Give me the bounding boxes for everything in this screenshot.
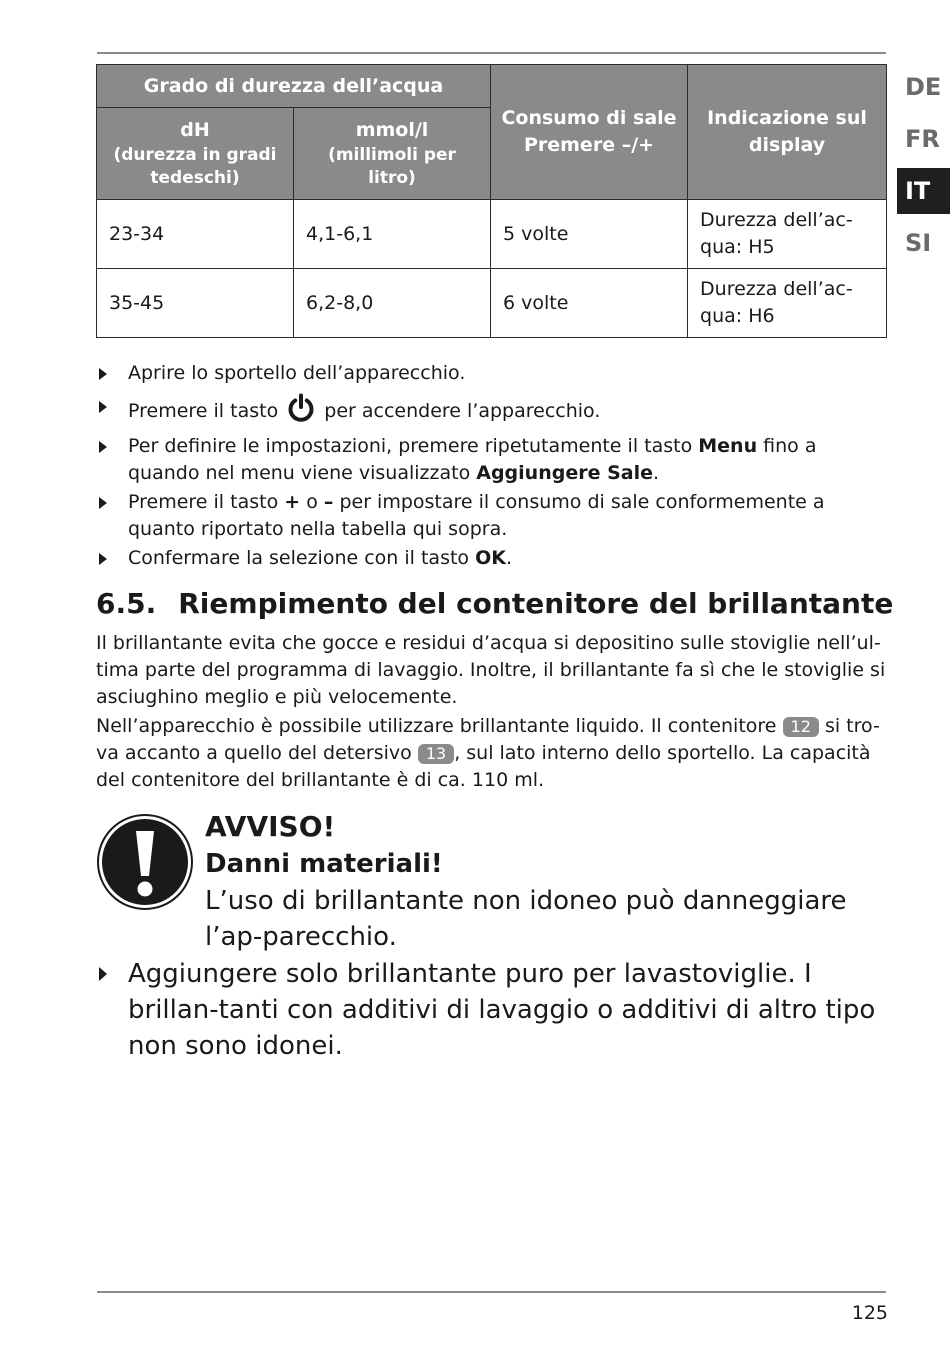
para2-text-b: si tro-va accanto a quello del detersivo (96, 715, 880, 764)
ref-badge-13: 13 (418, 744, 454, 764)
header-mmol-sub: (millimoli per litro) (328, 145, 456, 188)
step-1-text: Aprire lo sportello dell’apparecchio. (128, 362, 466, 384)
step-5-text-a: Confermare la selezione con il tasto (128, 547, 470, 569)
warning-subtitle: Danni materiali! (205, 849, 443, 879)
header-dh-sub: (durezza in gradi tedeschi) (113, 145, 277, 188)
step-3-text-c: . (652, 462, 660, 484)
step-3-text-b: fino a quando nel menu viene visualizzato (128, 435, 817, 484)
cell-salt: 5 volte (491, 200, 688, 269)
cell-salt: 6 volte (491, 269, 688, 338)
instruction-list (96, 360, 886, 574)
section-number: 6.5. (96, 587, 157, 620)
water-hardness-table (96, 64, 887, 338)
warning-title: AVVISO! (205, 810, 336, 843)
step-2-text-a: Premere il tasto (128, 400, 279, 422)
lang-tab-it[interactable]: IT (897, 168, 950, 214)
page-number: 125 (851, 1302, 888, 1324)
list-item (96, 489, 886, 543)
section-heading (96, 584, 893, 624)
header-dh-label: dH (180, 119, 210, 141)
add-salt-label: Aggiungere Sale (476, 462, 653, 484)
step-4-text-a: Premere il tasto (128, 491, 279, 513)
header-water-hardness: Grado di durezza dell’acqua (97, 65, 491, 108)
ref-badge-12: 12 (783, 717, 819, 737)
table-row (97, 200, 887, 269)
top-rule (97, 52, 886, 54)
power-icon (286, 393, 316, 431)
header-mmol-label: mmol/l (355, 119, 429, 141)
paragraph-rinse-aid-purpose: Il brillantante evita che gocce e residui d’acqua si depositino sulle stoviglie nell’ul-tima parte del programma di lavaggio. Inoltre, il brillantante fa sì che le stoviglie si asciughino meglio e più velocemente. (96, 632, 886, 708)
table-row (97, 269, 887, 338)
ok-key-label: OK (475, 547, 506, 569)
lang-tab-de[interactable]: DE (905, 73, 942, 101)
lang-tab-si[interactable]: SI (905, 229, 932, 257)
cell-mmol: 6,2-8,0 (294, 269, 491, 338)
cell-mmol: 4,1-6,1 (294, 200, 491, 269)
paragraph-rinse-aid-container (96, 713, 888, 794)
minus-key-label: – (323, 491, 334, 513)
step-3-text-a: Per definire le impostazioni, premere ripetutamente il tasto (128, 435, 693, 457)
section-title: Riempimento del contenitore del brillantante (178, 587, 894, 620)
para2-text-a: Nell’apparecchio è possibile utilizzare brillantante liquido. Il contenitore (96, 715, 777, 737)
step-5-text-b: . (505, 547, 513, 569)
step-4-text-b: per impostare il consumo di sale conformemente a quanto riportato nella tabella qui sopra. (128, 491, 825, 540)
cell-display: Durezza dell’ac-qua: H5 (688, 200, 887, 269)
header-salt-consumption: Consumo di sale Premere –/+ (491, 65, 688, 200)
header-dh (97, 108, 294, 200)
plus-key-label: + (284, 491, 301, 513)
cell-dh: 35-45 (97, 269, 294, 338)
list-item (96, 433, 886, 487)
cell-display: Durezza dell’ac-qua: H6 (688, 269, 887, 338)
cell-dh: 23-34 (97, 200, 294, 269)
para2-text-c: , sul lato interno dello sportello. La capacità del contenitore del brillantante è di ca. 110 ml. (96, 742, 871, 791)
bottom-rule (97, 1291, 886, 1293)
step-2-text-b: per accendere l’apparecchio. (324, 400, 601, 422)
menu-key-label: Menu (698, 435, 758, 457)
list-item (96, 545, 886, 572)
step-4-or: o (306, 491, 318, 513)
header-mmol (294, 108, 491, 200)
lang-tab-fr[interactable]: FR (905, 125, 940, 153)
list-item (96, 360, 886, 387)
list-item (96, 393, 886, 431)
warning-text: L’uso di brillantante non idoneo può danneggiare l’ap-parecchio. (205, 886, 847, 952)
warning-instruction: Aggiungere solo brillantante puro per lavastoviglie. I brillan-tanti con additivi di lavaggio o additivi di altro tipo non sono idonei. (96, 956, 886, 1064)
warning-exclamation-icon (96, 813, 194, 915)
header-display-indication: Indicazione sul display (688, 65, 887, 200)
